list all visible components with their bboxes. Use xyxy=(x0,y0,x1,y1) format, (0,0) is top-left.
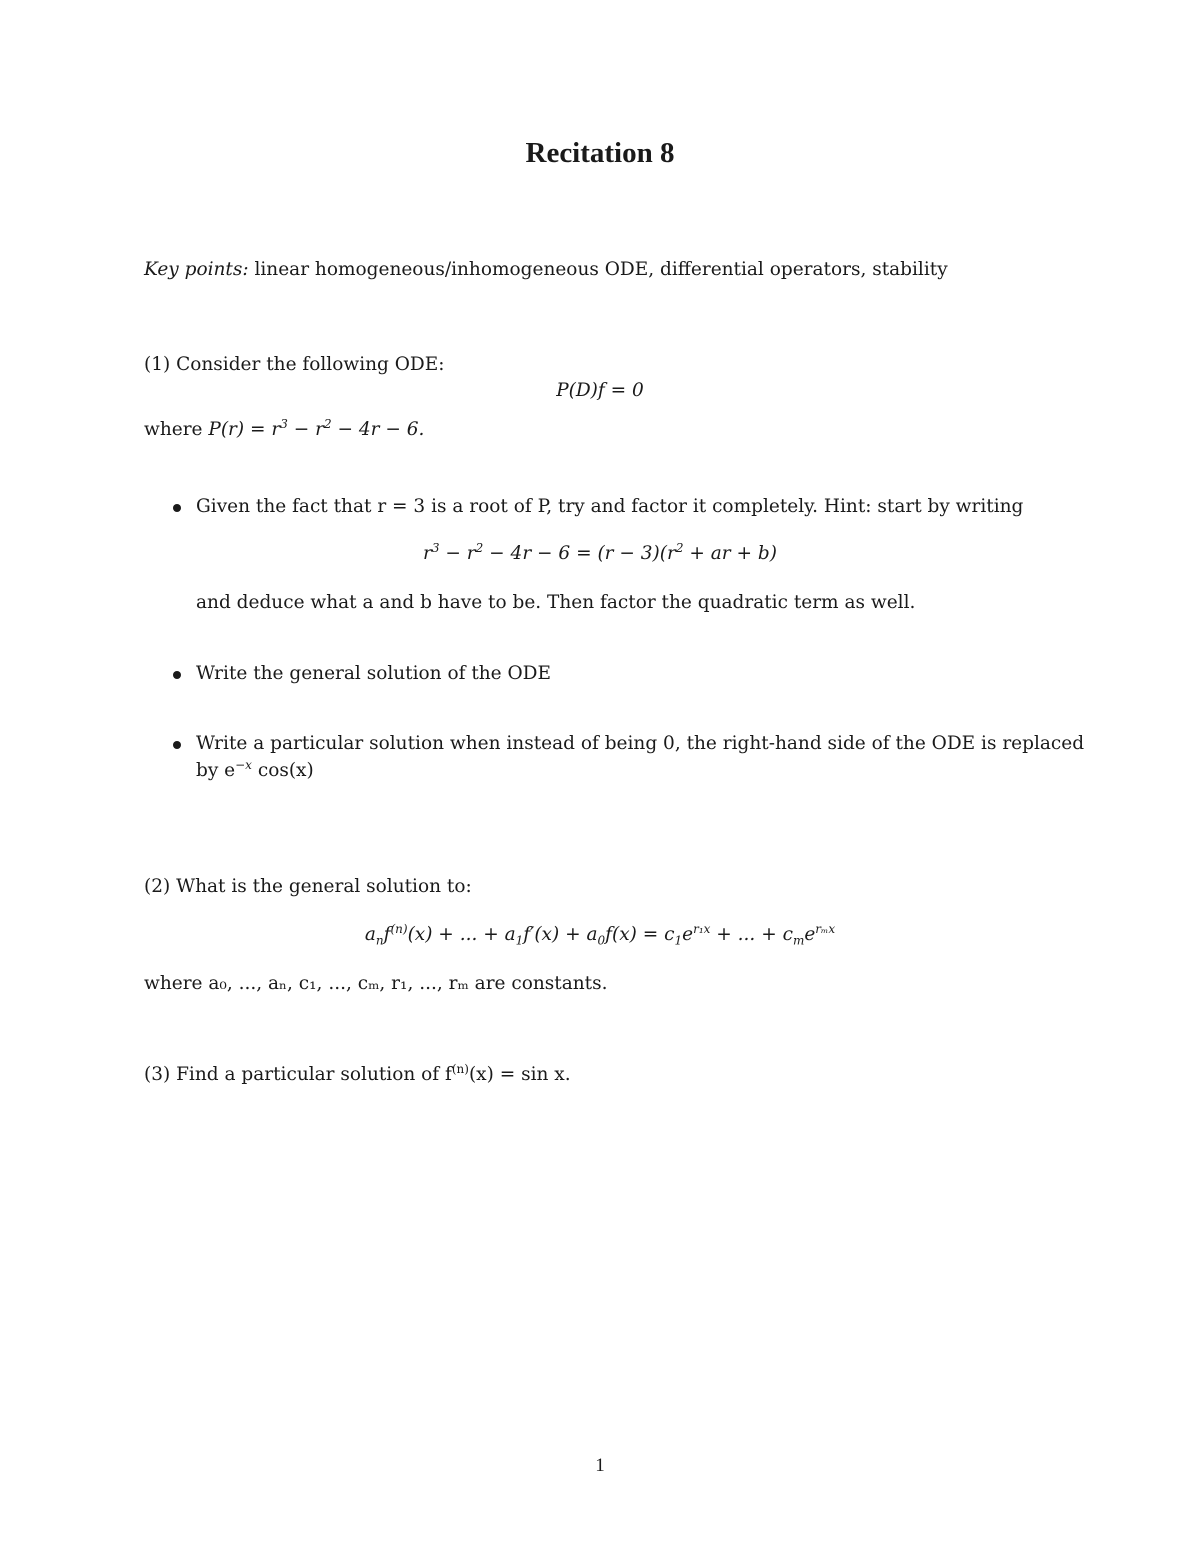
problem-2-equation: $a_nf^{(n)}(x)$ + ... + $a_1f'(x) + a_0f(x) = c_1e^{r_1x}$ + ... + $c_me^{r_mx}$ xyxy=(364,921,836,948)
page-number: 1 xyxy=(595,1455,605,1476)
problem-3-text: (3) Find a particular solution of $f^{(n)}(x) = \sin x$. xyxy=(144,1061,571,1085)
bullet-2-line-1: Write the general solution of the ODE xyxy=(196,663,552,684)
bullet-3-line-2: by $e^{-x}$ cos(x) xyxy=(196,757,314,781)
bullet-1-line-1: Given the fact that r = 3 is a root of P, try and factor it completely. Hint: start by writing xyxy=(196,496,1024,517)
bullet-1-line-2: and deduce what a and b have to be. Then factor the quadratic term as well. xyxy=(196,592,916,613)
polynomial-definition: $P(r) = r^3 - r^2 - 4r - 6$. xyxy=(208,416,425,440)
problem-1-where xyxy=(144,416,425,441)
key-points-label: Key points: xyxy=(144,259,249,280)
problem-2-where: where a₀, ..., aₙ, c₁, ..., cₘ, r₁, ..., rₘ are constants. xyxy=(144,973,608,994)
where-label: where xyxy=(144,419,203,440)
factorization-equation: $r^3 - r^2 - 4r - 6 = (r - 3)(r^2$ + ar + b) xyxy=(423,540,777,564)
key-points-line xyxy=(144,259,948,281)
problem-1-equation: P(D)f = 0 xyxy=(556,380,644,401)
problem-2-intro: (2) What is the general solution to: xyxy=(144,876,472,897)
bullet-icon xyxy=(173,671,181,679)
page-title: Recitation 8 xyxy=(525,137,675,169)
bullet-icon xyxy=(173,741,181,749)
bullet-3-line-1: Write a particular solution when instead of being 0, the right-hand side of the ODE is replaced xyxy=(196,733,1085,754)
bullet-icon xyxy=(173,504,181,512)
problem-1-intro: (1) Consider the following ODE: xyxy=(144,354,445,375)
key-points-text: linear homogeneous/inhomogeneous ODE, differential operators, stability xyxy=(254,259,948,280)
